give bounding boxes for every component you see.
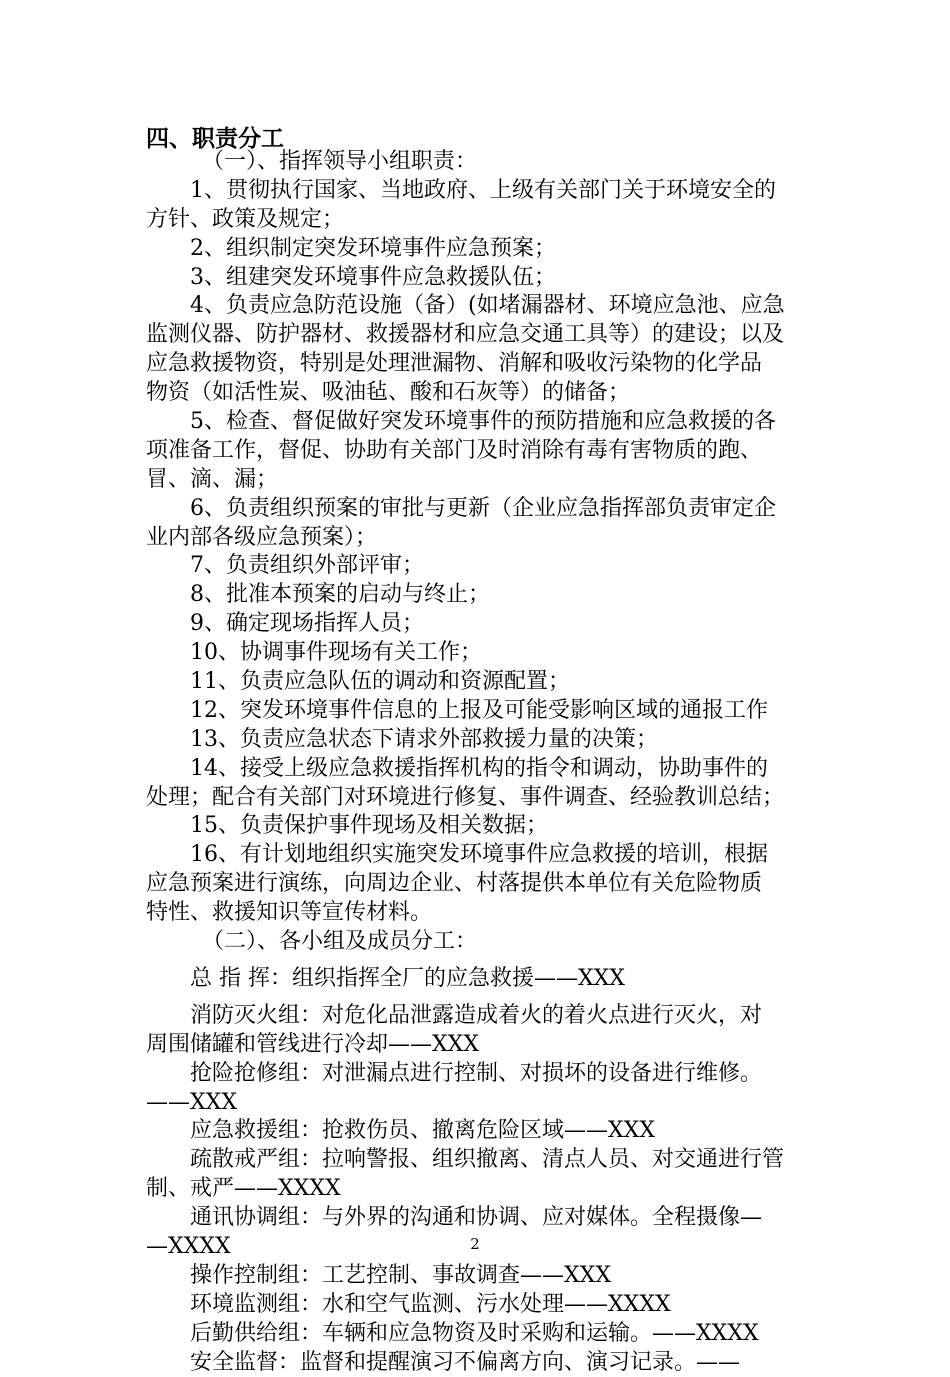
text-line: 通讯协调组：与外界的沟通和协调、应对媒体。全程摄像—: [190, 1205, 763, 1231]
text-line: ——XXX: [146, 1089, 237, 1115]
text-line: 应急预案进行演练，向周边企业、村落提供本单位有关危险物质: [146, 871, 763, 897]
text-line: 方针、政策及规定；: [146, 206, 345, 232]
line-spacer: [146, 957, 810, 965]
text-line: 11、负责应急队伍的调动和资源配置；: [190, 669, 570, 695]
text-line: 抢险抢修组：对泄漏点进行控制、对损坏的设备进行维修。: [190, 1060, 763, 1086]
text-line: 项准备工作，督促、协助有关部门及时消除有毒有害物质的跑、: [146, 437, 763, 463]
text-line: 安全监督：监督和提醒演习不偏离方向、演习记录。——: [190, 1349, 741, 1375]
text-line: 3、组建突发环境事件应急救援队伍；: [190, 264, 556, 290]
text-line: 2、组织制定突发环境事件应急预案；: [190, 235, 556, 261]
text-line: 制、戒严——XXXX: [146, 1176, 341, 1202]
text-line: 5、检查、督促做好突发环境事件的预防措施和应急救援的各: [190, 409, 776, 435]
text-line: 后勤供给组：车辆和应急物资及时采购和运输。——XXXX: [190, 1320, 759, 1346]
text-line: 业内部各级应急预案）；: [146, 524, 378, 550]
text-line: 应急救援物资，特别是处理泄漏物、消解和吸收污染物的化学品: [146, 351, 763, 377]
text-line: 监测仪器、防护器材、救援器材和应急交通工具等）的建设；以及: [146, 322, 785, 348]
text-line: 疏散戒严组：拉响警报、组织撤离、清点人员、对交通进行管: [190, 1147, 785, 1173]
page-number: 2: [470, 1235, 480, 1253]
text-line: 周围储罐和管线进行冷却——XXX: [146, 1031, 479, 1057]
text-line: 操作控制组：工艺控制、事故调查——XXX: [190, 1262, 611, 1288]
line-spacer: [146, 994, 810, 1002]
text-line: 总 指 挥：组织指挥全厂的应急救援——XXX: [190, 965, 625, 991]
text-line: 环境监测组：水和空气监测、污水处理——XXXX: [190, 1291, 671, 1317]
text-line: 8、批准本预案的启动与终止；: [190, 582, 490, 608]
text-line: 1、贯彻执行国家、当地政府、上级有关部门关于环境安全的: [190, 177, 776, 203]
text-line: 物资（如活性炭、吸油毡、酸和石灰等）的储备；: [146, 380, 631, 406]
text-line: 应急救援组：抢救伤员、撤离危险区域——XXX: [190, 1118, 655, 1144]
text-line: （一）、指挥领导小组职责：: [202, 149, 478, 174]
body-text: [146, 148, 810, 1377]
section-heading: 四、职责分工: [146, 125, 284, 152]
text-line: 4、负责应急防范设施（备）(如堵漏器材、环境应急池、应急: [190, 293, 785, 319]
text-line: —XXXX: [146, 1233, 231, 1259]
text-line: 9、确定现场指挥人员；: [190, 611, 424, 637]
text-line: （二）、各小组及成员分工：: [202, 929, 478, 955]
text-line: 冒、滴、漏；: [146, 466, 279, 492]
text-line: 特性、救援知识等宣传材料。: [146, 900, 433, 926]
text-line: 10、协调事件现场有关工作；: [190, 640, 482, 666]
text-line: 12、突发环境事件信息的上报及可能受影响区域的通报工作: [190, 697, 768, 723]
text-line: 16、有计划地组织实施突发环境事件应急救援的培训，根据: [190, 842, 768, 868]
text-line: 消防灭火组：对危化品泄露造成着火的着火点进行灭火，对: [190, 1002, 763, 1028]
text-line: 15、负责保护事件现场及相关数据；: [190, 813, 548, 839]
text-line: 14、接受上级应急救援指挥机构的指令和调动，协助事件的: [190, 755, 768, 781]
text-line: 6、负责组织预案的审批与更新（企业应急指挥部负责审定企: [190, 495, 776, 521]
text-line: 处理；配合有关部门对环境进行修复、事件调查、经验教训总结；: [146, 784, 785, 810]
text-line: 7、负责组织外部评审；: [190, 553, 424, 579]
text-line: 13、负责应急状态下请求外部救援力量的决策；: [190, 726, 658, 752]
